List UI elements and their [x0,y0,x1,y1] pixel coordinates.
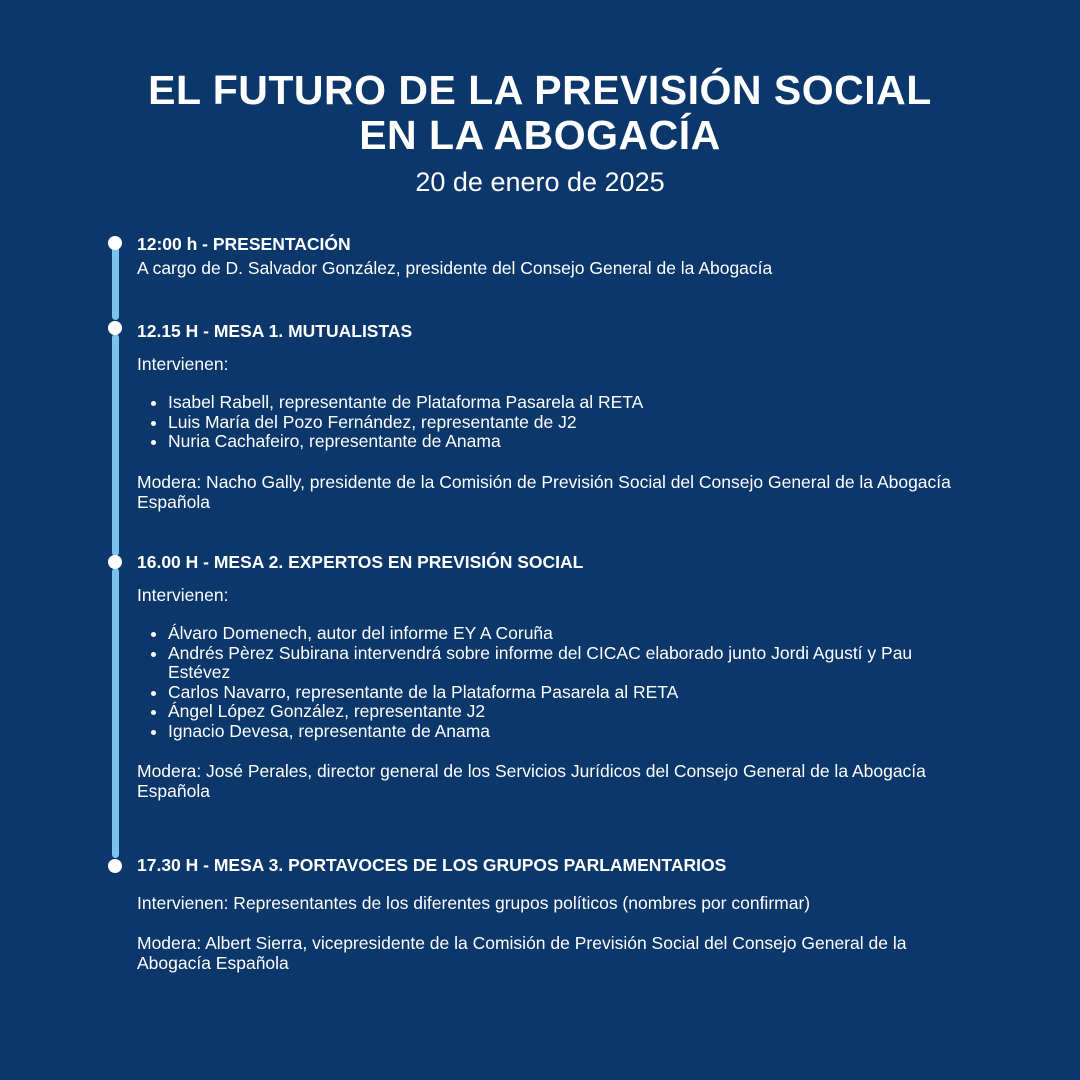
title-line-1: EL FUTURO DE LA PREVISIÓN SOCIAL [148,67,932,113]
list-item: Ignacio Devesa, representante de Anama [137,722,937,742]
session-text: A cargo de D. Salvador González, presidente del Consejo General de la Abogacía [137,258,773,278]
timeline-dot-3 [108,555,122,569]
session-presentacion [137,233,967,278]
list-item: Isabel Rabell, representante de Plataforma Pasarela al RETA [137,393,967,413]
session-moderator: Modera: Albert Sierra, vicepresidente de la Comisión de Previsión Social del Consejo General de la Abogacía Española [137,933,907,973]
session-heading: 12:00 h - PRESENTACIÓN [137,234,351,254]
timeline-segment-1 [112,246,119,320]
session-moderator: Modera: Nacho Gally, presidente de la Comisión de Previsión Social del Consejo General de la Abogacía Española [137,471,951,512]
timeline-segment-2 [112,334,119,556]
timeline-dot-4 [108,859,122,873]
session-heading: 12.15 H - MESA 1. MUTUALISTAS [137,321,413,341]
list-item: Carlos Navarro, representante de la Plataforma Pasarela al RETA [137,683,937,703]
timeline-dot-2 [108,321,122,335]
session-intro: Intervienen: Representantes de los diferentes grupos políticos (nombres por confirmar) [137,893,811,913]
title-line-2: EN LA ABOGACÍA [359,112,721,158]
timeline-dot-1 [108,236,122,250]
page-title [0,68,1080,158]
list-item: Álvaro Domenech, autor del informe EY A Coruña [137,624,937,644]
speaker-list [137,624,937,741]
session-mesa-2 [137,551,967,801]
list-item: Andrés Pèrez Subirana intervendrá sobre informe del CICAC elaborado junto Jordi Agustí y Pau Estévez [137,644,937,683]
session-moderator: Modera: José Perales, director general de los Servicios Jurídicos del Consejo General de la Abogacía Española [137,761,926,801]
session-heading: 17.30 H - MESA 3. PORTAVOCES DE LOS GRUPOS PARLAMENTARIOS [137,855,727,875]
session-intro: Intervienen: [137,585,229,605]
list-item: Nuria Cachafeiro, representante de Anama [137,432,967,452]
session-heading: 16.00 H - MESA 2. EXPERTOS EN PREVISIÓN SOCIAL [137,552,584,572]
session-mesa-3 [137,854,967,973]
speaker-list [137,393,967,452]
timeline-segment-3 [112,568,119,858]
session-intro: Intervienen: [137,354,229,374]
session-mesa-1 [137,320,967,512]
list-item: Ángel López González, representante J2 [137,702,937,722]
event-date: 20 de enero de 2025 [415,167,665,197]
list-item: Luis María del Pozo Fernández, representante de J2 [137,413,967,433]
